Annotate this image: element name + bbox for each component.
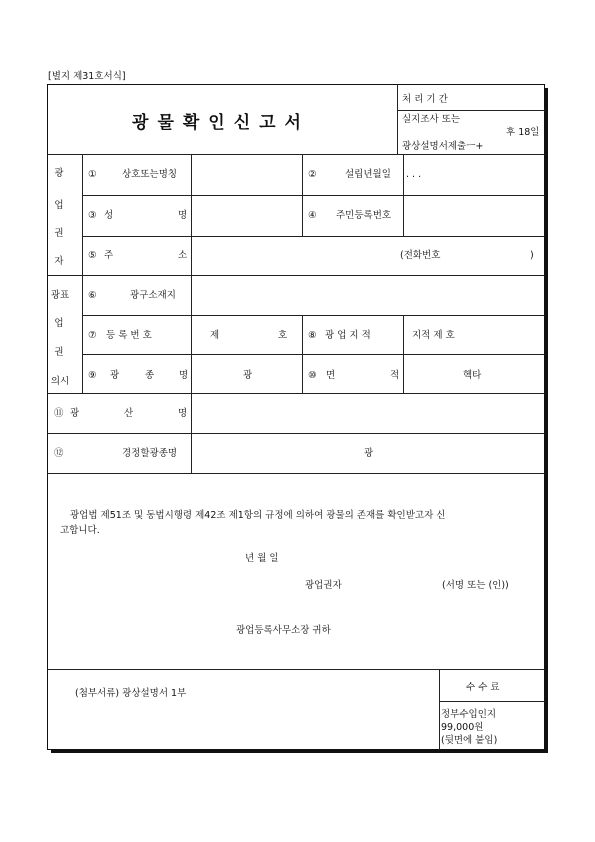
- phone-label: (전화번호: [400, 250, 441, 261]
- frame-shadow-right: [545, 88, 548, 752]
- signature-label[interactable]: (서명 또는 (인)): [442, 580, 509, 591]
- mine-name-num: ⑪: [54, 408, 64, 419]
- mine-name-label-b: 산: [124, 408, 134, 419]
- fee-line1: 정부수입인지: [441, 709, 497, 720]
- cadastre-label: 광 업 지 적: [325, 330, 371, 341]
- recipient-line: 광업등록사무소장 귀하: [236, 625, 331, 636]
- cadastre-num: ⑧: [308, 330, 317, 341]
- reg-no-label: 등 록 번 호: [106, 330, 152, 341]
- resident-no-num: ④: [308, 210, 317, 221]
- trade-name-field[interactable]: [192, 156, 301, 194]
- mine-name-field[interactable]: [192, 395, 544, 432]
- fee-header: 수 수 료: [466, 682, 500, 693]
- area-value[interactable]: 헥타: [463, 370, 482, 381]
- resident-no-label: 주민등록번호: [336, 210, 392, 221]
- address-field[interactable]: [192, 238, 392, 274]
- name-field[interactable]: [192, 197, 301, 235]
- name-num: ③: [88, 210, 97, 221]
- name-label-a: 성: [104, 210, 114, 221]
- applicant-label: 광업권자: [305, 580, 342, 591]
- established-num: ②: [308, 169, 317, 180]
- right-label-2: 업: [54, 318, 64, 329]
- address-num: ⑤: [88, 250, 97, 261]
- mineral-label-a: 광: [110, 370, 120, 381]
- resident-no-field[interactable]: [404, 197, 544, 235]
- trade-name-num: ①: [88, 169, 97, 180]
- owner-label-2: 업: [54, 200, 64, 211]
- right-label-4: 의시: [50, 376, 70, 387]
- fee-line2: 99,000원: [441, 722, 484, 733]
- established-label: 설립년월일: [345, 169, 391, 180]
- reg-no-num: ⑦: [88, 330, 97, 341]
- area-num: ⑩: [308, 370, 317, 381]
- body-text-line2: 고합니다.: [60, 525, 100, 536]
- area-label-a: 면: [326, 370, 336, 381]
- mineral-label-c: 명: [179, 370, 189, 381]
- right-label-3: 권: [54, 347, 64, 358]
- processing-header: 처 리 기 간: [402, 94, 448, 105]
- body-text-line1: 광업법 제51조 및 동법시행령 제42조 제1항의 규정에 의하여 광물의 존재를 확인받고자 신: [70, 510, 446, 521]
- address-label-a: 주: [104, 250, 114, 261]
- right-label-1: 광표: [50, 290, 70, 301]
- mineral-value[interactable]: 광: [243, 370, 253, 381]
- form-number: [별지 제31호서식]: [48, 71, 126, 82]
- address-label-b: 소: [178, 250, 188, 261]
- frame-shadow-bottom: [51, 750, 548, 753]
- cadastre-value[interactable]: 지적 제 호: [412, 330, 455, 341]
- processing-line2: 후 18일: [506, 127, 540, 138]
- owner-label-3: 권: [54, 228, 64, 239]
- reg-no-value-b[interactable]: 호: [278, 330, 288, 341]
- location-num: ⑥: [88, 290, 97, 301]
- confirm-num: ⑫: [54, 448, 64, 459]
- location-label: 광구소재지: [130, 290, 176, 301]
- processing-line1: 실지조사 또는: [402, 114, 461, 125]
- fee-line3: (뒷면에 붙임): [441, 735, 498, 746]
- processing-line3: 광상설명서제출ㅡ+: [402, 141, 484, 152]
- owner-label-1: 광: [54, 168, 64, 179]
- mine-name-label-a: 광: [70, 408, 80, 419]
- phone-close: ): [530, 250, 534, 261]
- attachments: (첨부서류) 광상설명서 1부: [75, 688, 187, 699]
- confirm-value[interactable]: 광: [364, 448, 374, 459]
- owner-label-4: 자: [54, 256, 64, 267]
- form-title: 광물확인신고서: [132, 113, 310, 133]
- mineral-num: ⑨: [88, 370, 97, 381]
- reg-no-value-a[interactable]: 제: [210, 330, 220, 341]
- date-line[interactable]: 년 월 일: [245, 553, 279, 564]
- mineral-label-b: 종: [145, 370, 155, 381]
- area-label-b: 적: [390, 370, 400, 381]
- location-field[interactable]: [192, 277, 544, 314]
- name-label-b: 명: [178, 210, 188, 221]
- trade-name-label: 상호또는명칭: [122, 169, 178, 180]
- established-value[interactable]: . . .: [406, 169, 422, 180]
- mine-name-label-c: 명: [178, 408, 188, 419]
- confirm-label: 경정할광종명: [122, 448, 178, 459]
